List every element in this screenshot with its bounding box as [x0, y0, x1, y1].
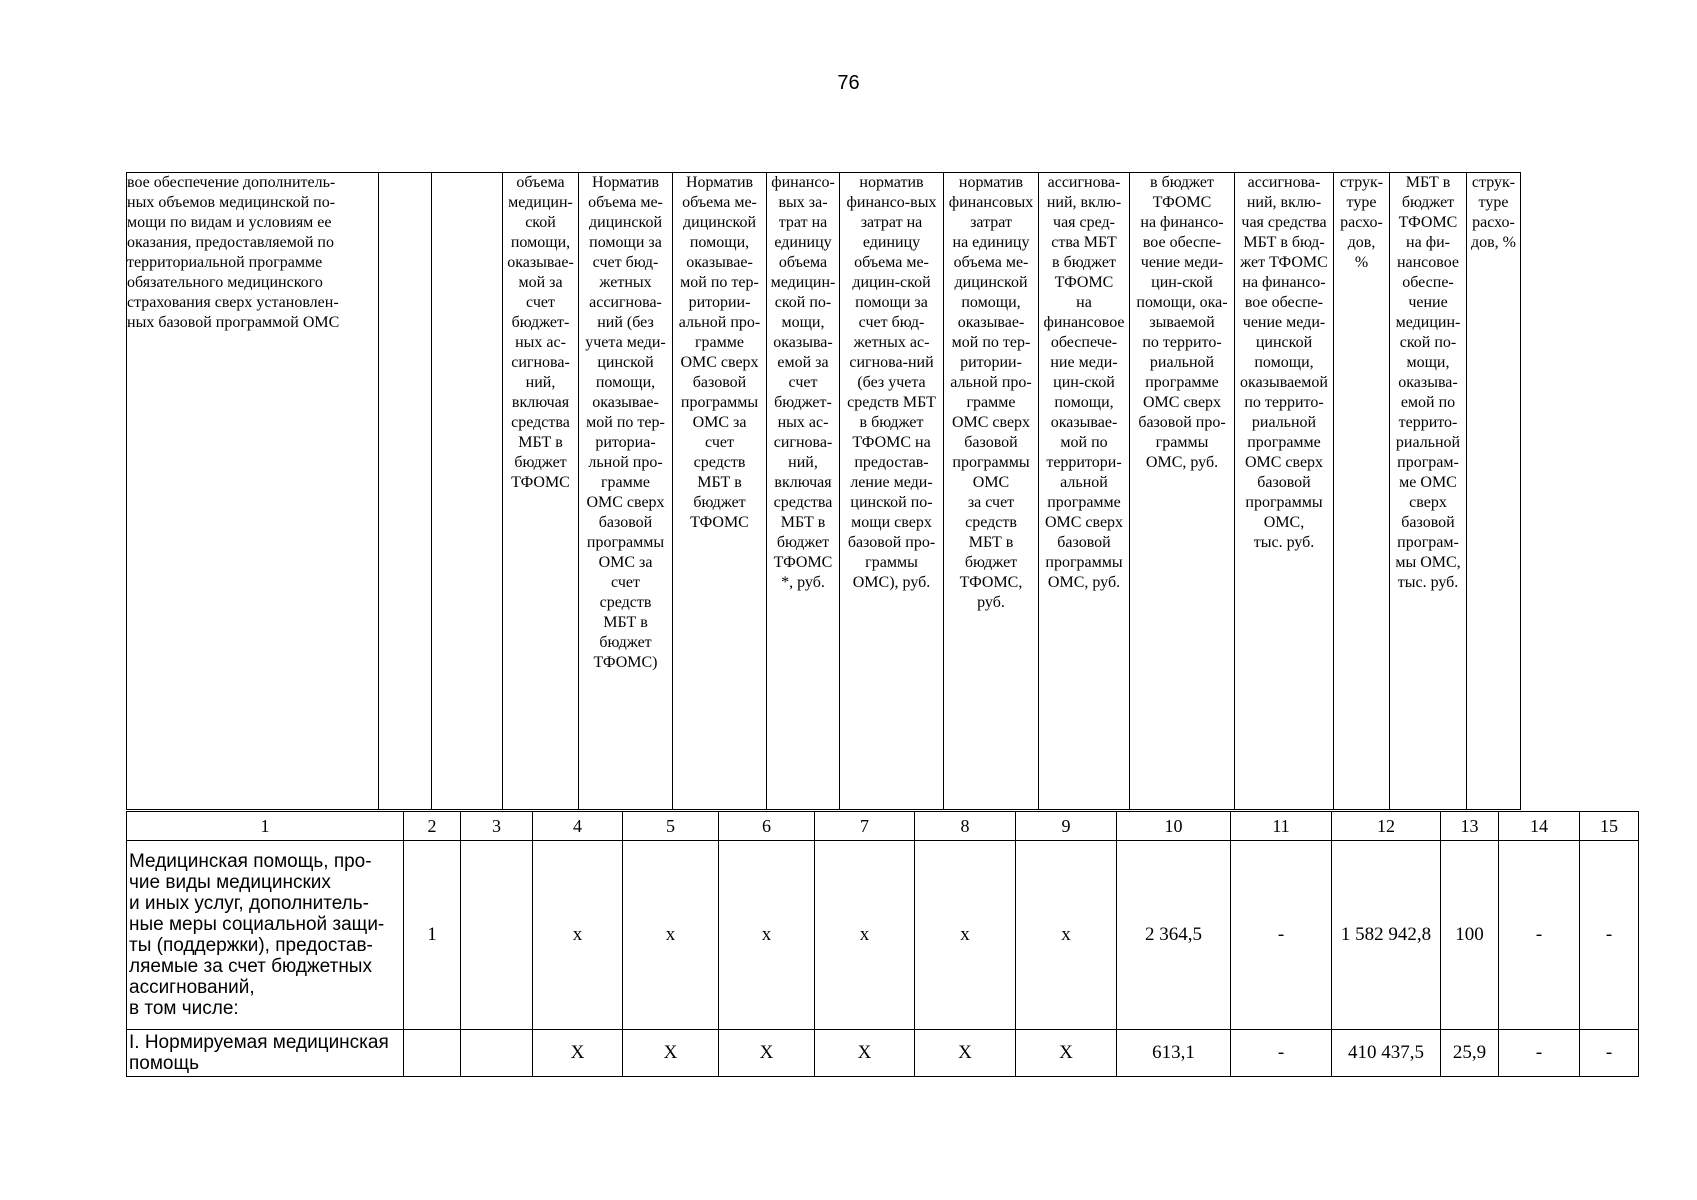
table-cell: -: [1499, 1030, 1580, 1077]
table-cell: х: [719, 841, 815, 1030]
row-label: Медицинская помощь, про- чие виды медицинских и иных услуг, дополнитель- ные меры социальной защи- ты (поддержки), предостав- ляемые за счет бюджетных ассигнований, в том числе:: [127, 841, 404, 1030]
table-header: [126, 172, 1521, 810]
column-number: 5: [623, 812, 719, 841]
table-cell: х: [1016, 841, 1117, 1030]
header-cell-14: МБТ в бюджет ТФОМС на фи- нансовое обеспе- чение медицин- ской по- мощи, оказыва- емой по террито- риальной програм- ме ОМС сверх базовой програм- мы ОМС, тыс. руб.: [1390, 173, 1467, 810]
header-cell-4: объема медицин- ской помощи, оказывае- мой за счет бюджет- ных ас- сигнова- ний, включая средства МБТ в бюджет ТФОМС: [503, 173, 579, 810]
table-cell: Х: [915, 1030, 1016, 1077]
header-cell-11: в бюджет ТФОМС на финансо- вое обеспе- чение меди- цин-ской помощи, ока- зываемой по террито- риальной программе ОМС сверх базовой про- граммы ОМС, руб.: [1130, 173, 1235, 810]
table-body: [126, 811, 1639, 1077]
table-row: [127, 841, 1639, 1030]
table-cell: х: [915, 841, 1016, 1030]
column-number: 12: [1332, 812, 1441, 841]
table-cell: Х: [533, 1030, 623, 1077]
table-cell: х: [815, 841, 915, 1030]
table-row: [127, 1030, 1639, 1077]
table-cell: 410 437,5: [1332, 1030, 1441, 1077]
column-number: 1: [127, 812, 404, 841]
header-cell-3: [432, 173, 503, 810]
table-cell: 1 582 942,8: [1332, 841, 1441, 1030]
table-cell: Х: [815, 1030, 915, 1077]
header-cell-1: вое обеспечение дополнитель- ных объемов медицинской по- мощи по видам и условиям ее оказания, предоставляемой по территориальной программе обязательного медицинского страхования сверх установлен- ных базовой программой ОМС: [127, 173, 379, 810]
table-cell: х: [533, 841, 623, 1030]
table-cell: 25,9: [1441, 1030, 1499, 1077]
header-cell-9: норматив финансовых затрат на единицу объема ме- дицинской помощи, оказывае- мой по тер- ритории- альной про- грамме ОМС сверх базовой программы ОМС за счет средств МБТ в бюджет ТФОМС, руб.: [944, 173, 1039, 810]
column-number: 10: [1117, 812, 1231, 841]
column-number: 3: [461, 812, 533, 841]
header-cell-6: Норматив объема ме- дицинской помощи, оказывае- мой по тер- ритории- альной про- грамме ОМС сверх базовой программы ОМС за счет средств МБТ в бюджет ТФОМС: [673, 173, 767, 810]
column-number: 4: [533, 812, 623, 841]
header-cell-15: струк- туре расхо- дов, %: [1467, 173, 1521, 810]
column-number: 8: [915, 812, 1016, 841]
table-cell: х: [623, 841, 719, 1030]
column-number: 11: [1231, 812, 1332, 841]
table-cell: -: [1231, 841, 1332, 1030]
column-number-row: [127, 812, 1639, 841]
page-number: 76: [837, 72, 860, 94]
header-cell-7: финансо- вых за- трат на единицу объема медицин- ской по- мощи, оказыва- емой за счет бюджет- ных ас- сигнова- ний, включая средства МБТ в бюджет ТФОМС *, руб.: [767, 173, 840, 810]
table-cell: Х: [623, 1030, 719, 1077]
column-number: 9: [1016, 812, 1117, 841]
header-cell-13: струк- туре расхо- дов, %: [1334, 173, 1390, 810]
header-cell-5: Норматив объема ме- дицинской помощи за счет бюд- жетных ассигнова- ний (без учета меди- цинской помощи, оказывае- мой по тер- риториа- льной про- грамме ОМС сверх базовой программы ОМС за счет средств МБТ в бюджет ТФОМС): [579, 173, 673, 810]
table-cell: Х: [1016, 1030, 1117, 1077]
row-label: I. Нормируемая медицинская помощь: [127, 1030, 404, 1077]
table-cell: [461, 1030, 533, 1077]
table-cell: [404, 1030, 461, 1077]
column-number: 15: [1580, 812, 1639, 841]
header-cell-12: ассигнова- ний, вклю- чая средства МБТ в бюд- жет ТФОМС на финансо- вое обеспе- чение меди- цинской помощи, оказываемой по террито- риальной программе ОМС сверх базовой программы ОМС, тыс. руб.: [1235, 173, 1334, 810]
table-cell: -: [1499, 841, 1580, 1030]
column-number: 6: [719, 812, 815, 841]
table-cell: 2 364,5: [1117, 841, 1231, 1030]
header-cell-10: ассигнова- ний, вклю- чая сред- ства МБТ в бюджет ТФОМС на финансовое обеспече- ние меди- цин-ской помощи, оказывае- мой по территори- альной программе ОМС сверх базовой программы ОМС, руб.: [1039, 173, 1130, 810]
table-cell: -: [1580, 1030, 1639, 1077]
column-number: 13: [1441, 812, 1499, 841]
column-number: 7: [815, 812, 915, 841]
header-cell-8: норматив финансо-вых затрат на единицу объема ме- дицин-ской помощи за счет бюд- жетных ас- сигнова-ний (без учета средств МБТ в бюджет ТФОМС на предостав- ление меди- цинской по- мощи сверх базовой про- граммы ОМС), руб.: [840, 173, 944, 810]
table-cell: Х: [719, 1030, 815, 1077]
table-cell: 1: [404, 841, 461, 1030]
column-number: 14: [1499, 812, 1580, 841]
header-cell-2: [379, 173, 432, 810]
column-number: 2: [404, 812, 461, 841]
table-cell: -: [1580, 841, 1639, 1030]
table-cell: -: [1231, 1030, 1332, 1077]
table-cell: 613,1: [1117, 1030, 1231, 1077]
table-cell: 100: [1441, 841, 1499, 1030]
table-cell: [461, 841, 533, 1030]
